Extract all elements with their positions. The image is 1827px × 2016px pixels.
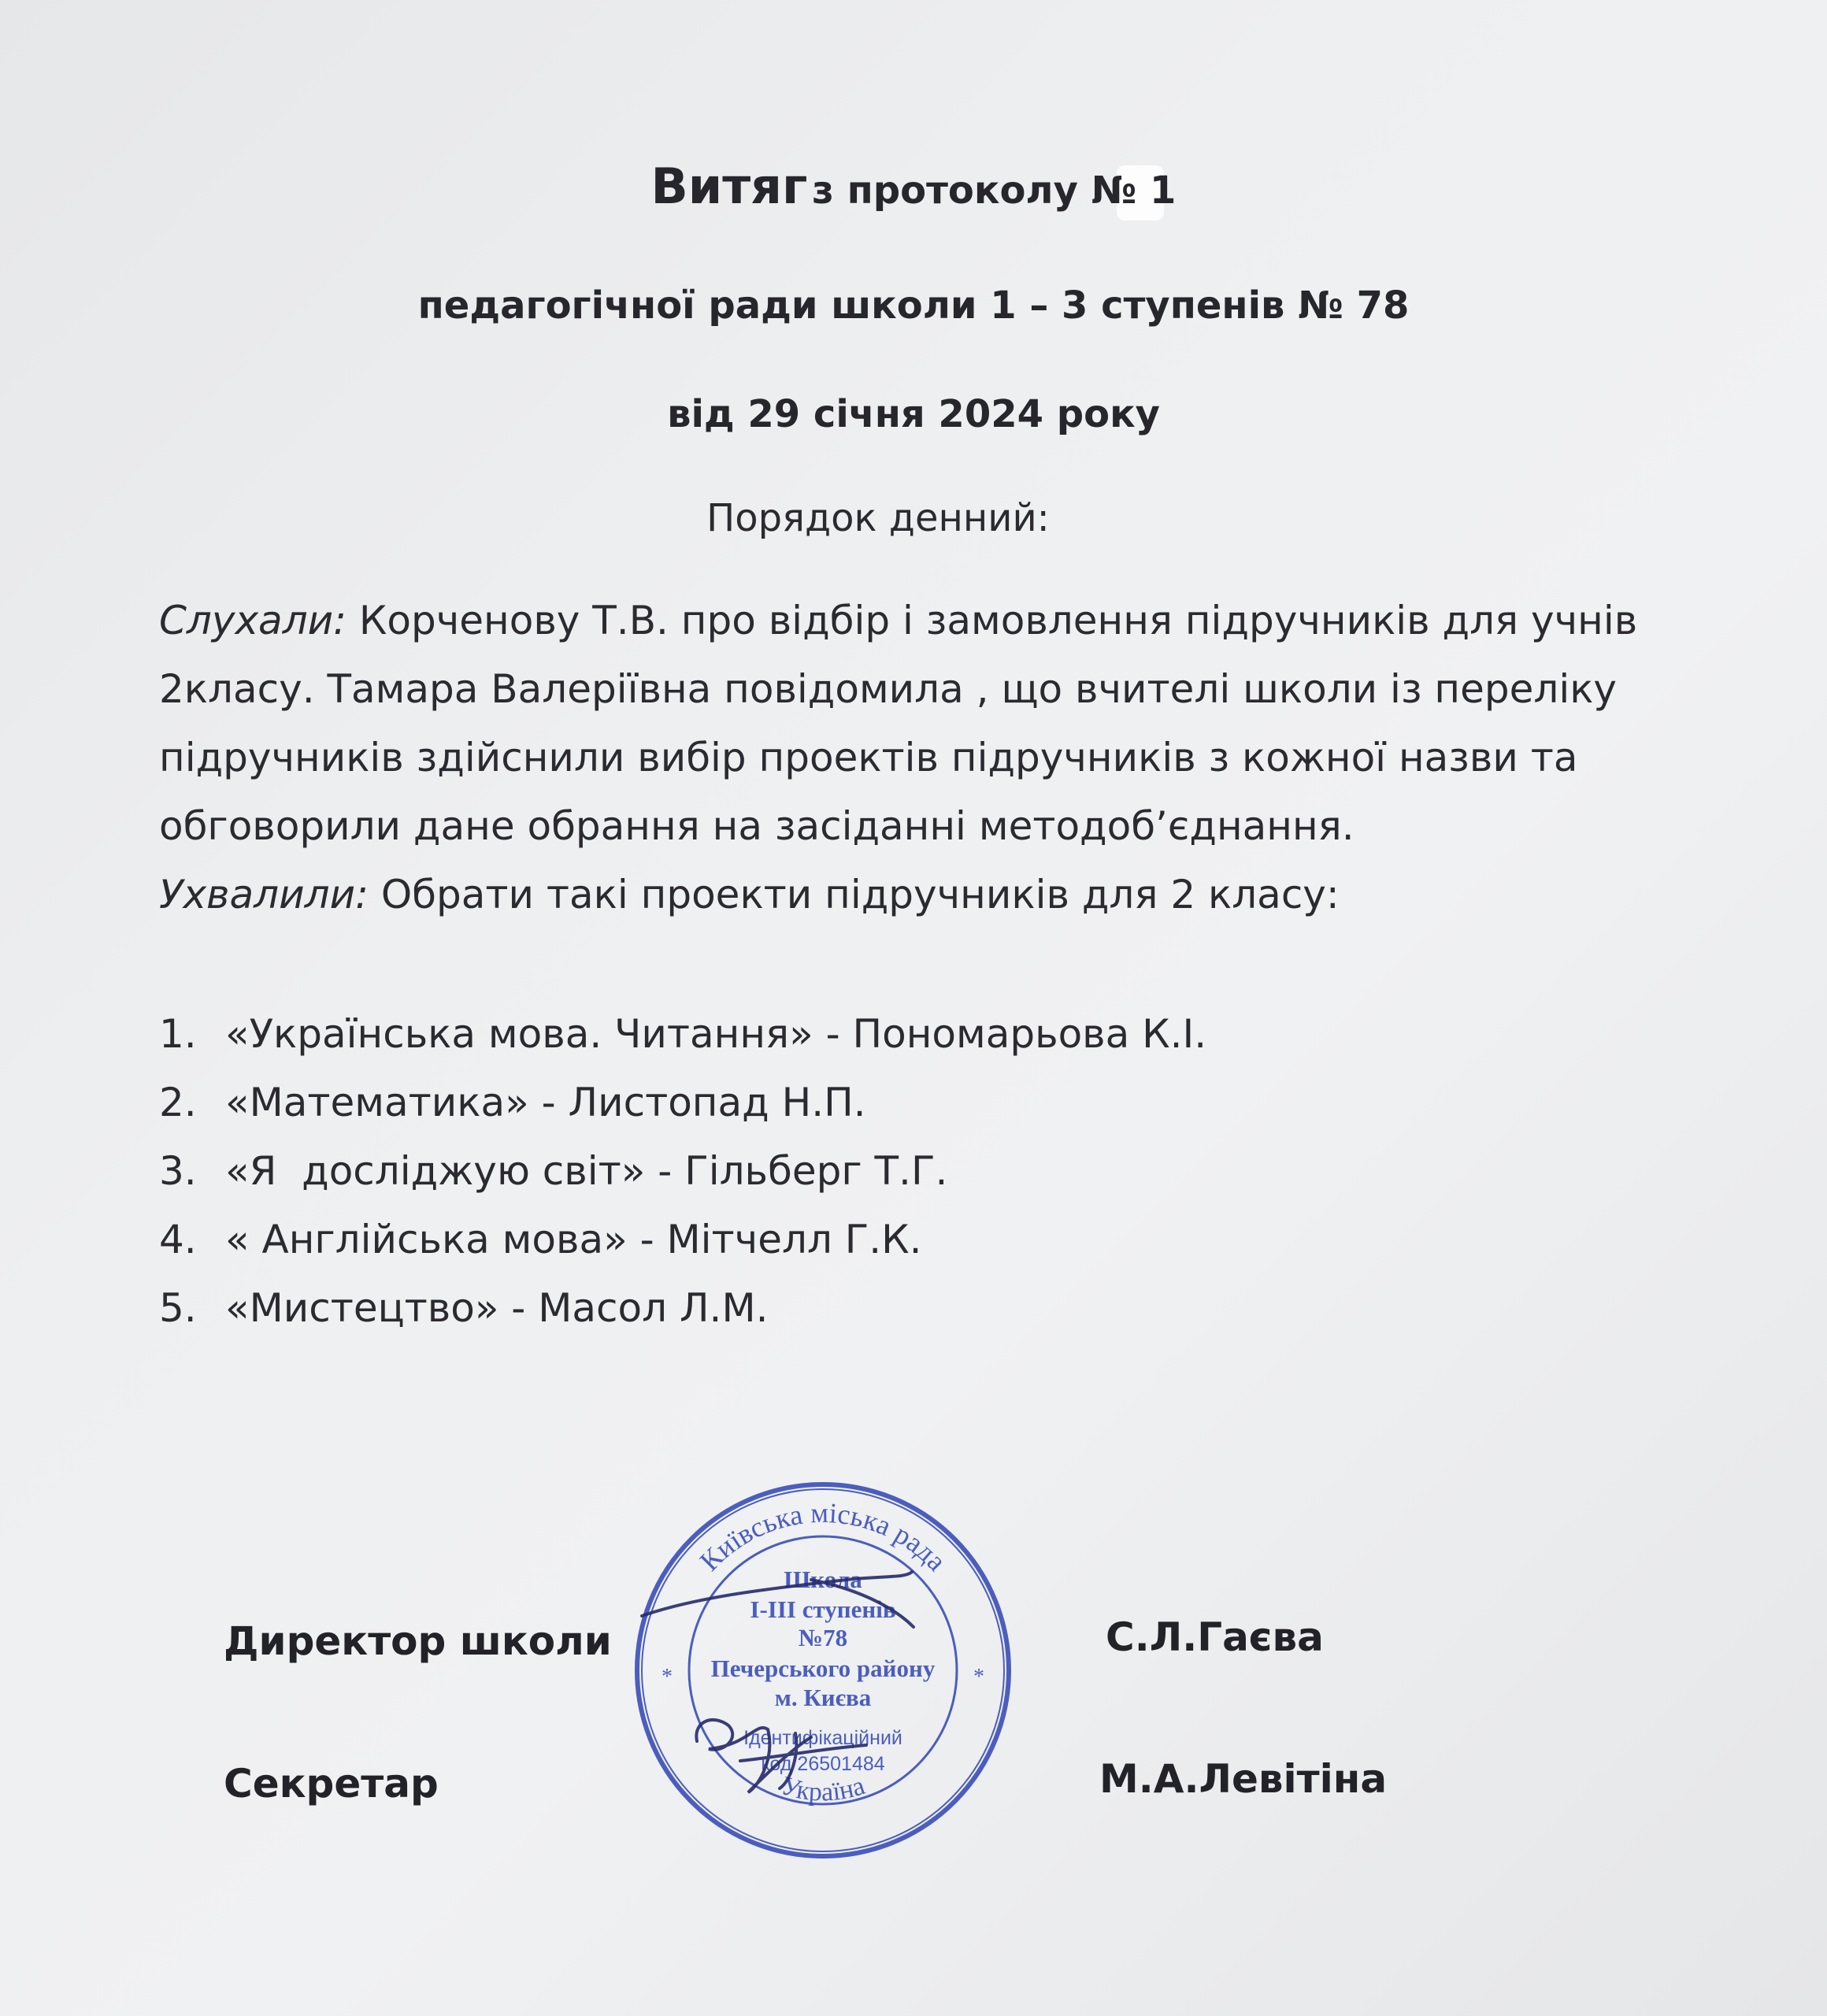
official-stamp (630, 1477, 1016, 1863)
list-text: «Мистецтво» - Масол Л.М. (225, 1285, 769, 1331)
decided-text: Обрати такі проекти підручників для 2 класу: (380, 872, 1340, 917)
stamp-line: Ідентифікаційний (743, 1727, 902, 1749)
stamp-line: м. Києва (774, 1684, 872, 1711)
secretary-name: М.А.Левітіна (1099, 1756, 1388, 1802)
stamp-line: І-ІІІ ступенів (750, 1595, 896, 1623)
textbook-list (159, 1000, 1498, 1343)
list-number: 4. (159, 1217, 197, 1262)
heard-line: обговорили дане обрання на засіданні методоб’єднання. (159, 803, 1354, 849)
heard-line: підручників здійснили вибір проектів підручників з кожної назви та (159, 735, 1578, 780)
decided-paragraph (159, 861, 1655, 929)
list-text: «Математика» - Листопад Н.П. (225, 1080, 866, 1125)
list-text: «Я досліджую світ» - Гільберг Т.Г. (225, 1148, 948, 1194)
heard-paragraph (159, 587, 1655, 861)
document-subtitle: педагогічної ради школи 1 – 3 ступенів № 78 (417, 284, 1410, 328)
title-word: Витяг (650, 158, 808, 215)
list-number: 3. (159, 1148, 197, 1194)
list-text: «Українська мова. Читання» - Пономарьова К.І. (225, 1011, 1207, 1057)
heard-label: Слухали: (159, 598, 346, 643)
stamp-line: №78 (798, 1624, 848, 1651)
list-number: 5. (159, 1285, 197, 1331)
stamp-ring-text: Київська міська рада (693, 1496, 953, 1577)
list-text: « Англійська мова» - Мітчелл Г.К. (225, 1217, 922, 1262)
document-date: від 29 січня 2024 року (667, 392, 1160, 436)
list-number: 2. (159, 1080, 197, 1125)
heard-line: Корченову Т.В. про відбір і замовлення підручників для учнів (358, 598, 1638, 643)
list-item (159, 1000, 1498, 1069)
director-name: С.Л.Гаєва (1106, 1614, 1324, 1660)
agenda-heading: Порядок денний: (706, 496, 1050, 540)
list-item (159, 1069, 1498, 1137)
stamp-line: Печерського району (710, 1655, 936, 1682)
stamp-bottom-text: Україна (777, 1771, 869, 1807)
list-number: 1. (159, 1011, 197, 1057)
list-item (159, 1274, 1498, 1343)
secretary-label: Секретар (224, 1761, 439, 1807)
decided-label: Ухвалили: (159, 872, 369, 917)
heard-line: 2класу. Тамара Валеріївна повідомила , що вчителі школи із переліку (159, 666, 1618, 712)
stamp-star: * (973, 1665, 984, 1689)
document-title (0, 158, 1827, 215)
stamp-line: код 26501484 (761, 1753, 885, 1775)
director-label: Директор школи (224, 1618, 612, 1664)
list-item (159, 1137, 1498, 1206)
title-rest: з протоколу № 1 (811, 169, 1177, 213)
stamp-star: * (662, 1665, 673, 1689)
list-item (159, 1206, 1498, 1274)
stamp-line: Школа (784, 1566, 862, 1593)
